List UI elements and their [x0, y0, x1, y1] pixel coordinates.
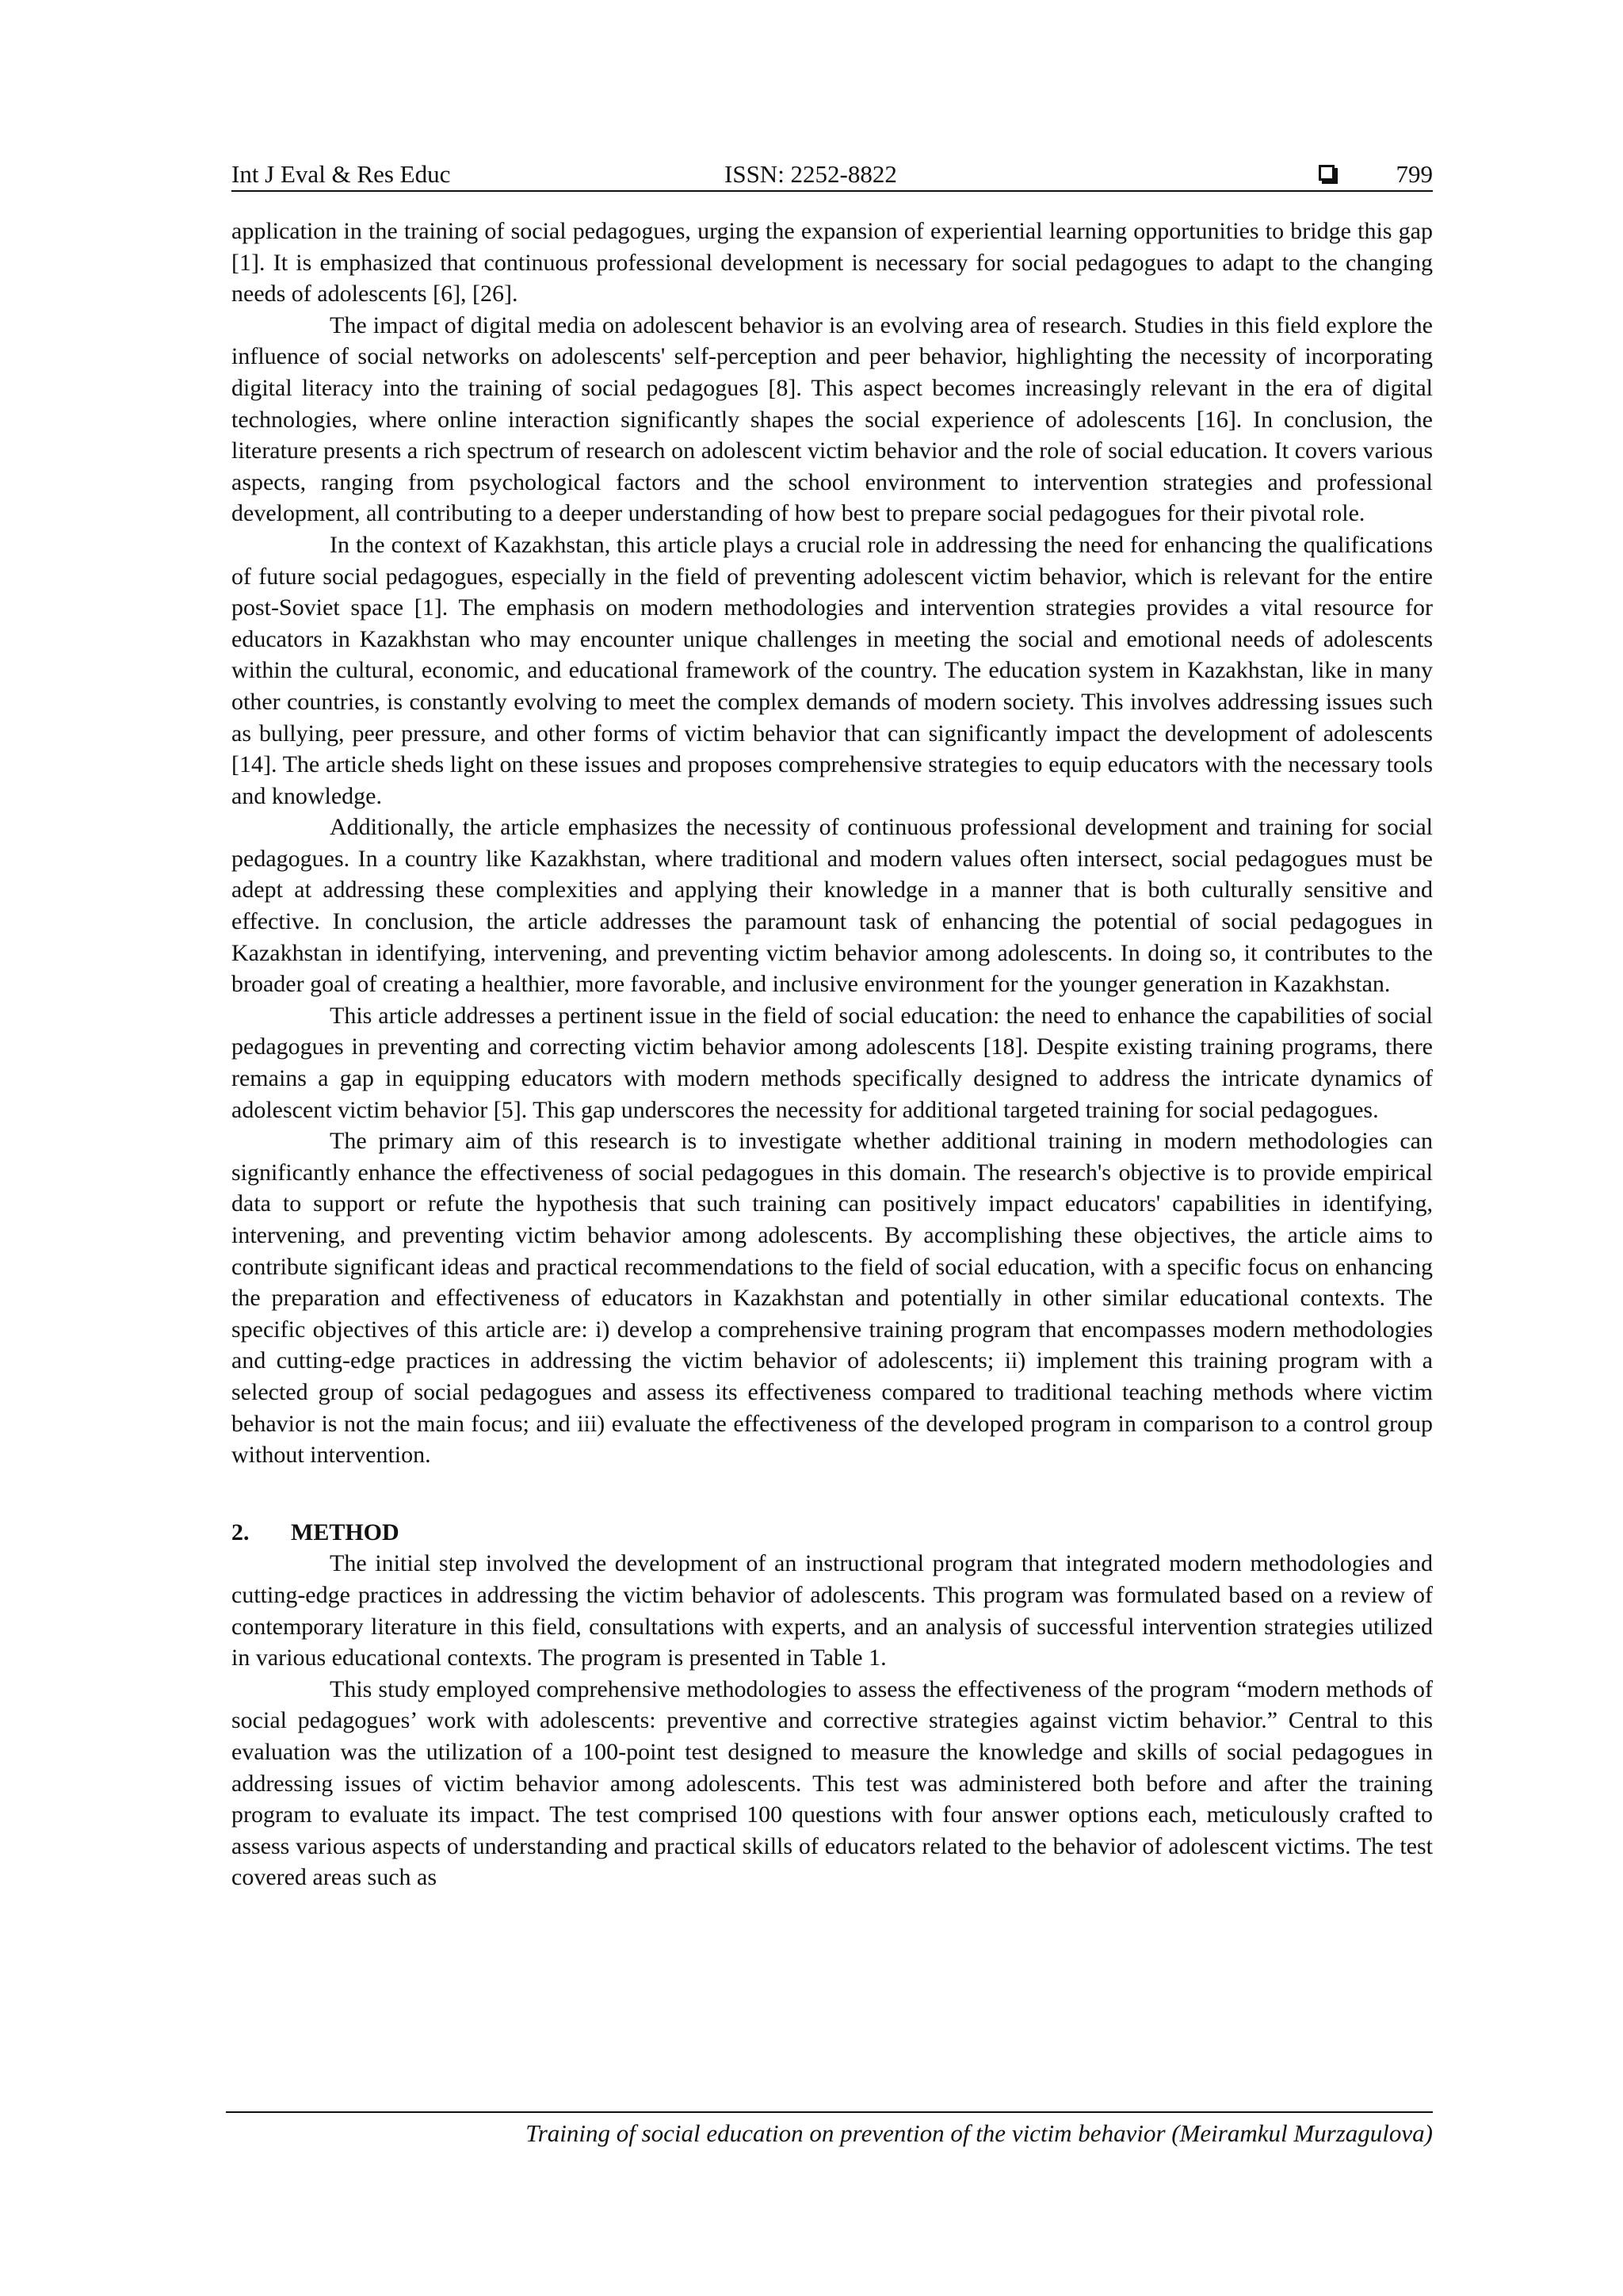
footer-rule [226, 2111, 1433, 2113]
paragraph-research-aim: The primary aim of this research is to investigate whether additional training in modern methodologies can significantly enhance the effectiveness of social pedagogues in this domain. The research's objective is to provide empirical data to support or refute the hypothesis that such training can positively impact educators' capabilities in identifying, intervening, and preventing victim behavior among adolescents. By accomplishing these objectives, the article aims to contribute significant ideas and practical recommendations to the field of social education, with a specific focus on enhancing the preparation and effectiveness of educators in Kazakhstan and potentially in other similar educational contexts. The specific objectives of this article are: i) develop a comprehensive training program that encompasses modern methodologies and cutting-edge practices in addressing the victim behavior of adolescents; ii) implement this training program with a selected group of social pedagogues and assess its effectiveness compared to traditional teaching methods where victim behavior is not the main focus; and iii) evaluate the effectiveness of the developed program in comparison to a control group without intervention. [231, 1128, 1433, 1469]
paragraph-kazakhstan-context: In the context of Kazakhstan, this article plays a crucial role in addressing the need for enhancing the qualifications of future social pedagogues, especially in the field of preventing adolescent victim behavior, which is relevant for the entire post-Soviet space [1]. The emphasis on modern methodologies and intervention strategies provides a vital resource for educators in Kazakhstan who may encounter unique challenges in meeting the social and emotional needs of adolescents within the cultural, economic, and educational framework of the country. The education system in Kazakhstan, like in many other countries, is constantly evolving to meet the complex demands of modern society. This involves addressing issues such as bullying, peer pressure, and other forms of victim behavior that can significantly impact the development of adolescents [14]. The article sheds light on these issues and proposes comprehensive strategies to equip educators with the necessary tools and knowledge. [231, 531, 1433, 809]
issn-label: ISSN: 2252-8822 [724, 160, 897, 188]
checkbox-square-icon [1319, 165, 1335, 181]
section-number: 2. [231, 1519, 250, 1545]
section-title: METHOD [291, 1519, 399, 1545]
paragraph-pertinent-issue: This article addresses a pertinent issue in the field of social education: the need to enhance the capabilities of social pedagogues in preventing and correcting victim behavior among adolescents [18]. Despite existing training programs, there remains a gap in equipping educators with modern methods specifically designed to address the intricate dynamics of adolescent victim behavior [5]. This gap underscores the necessity for additional targeted training for social pedagogues. [231, 1002, 1433, 1123]
header-rule [231, 190, 1433, 192]
paragraph-method-initial-step: The initial step involved the development of an instructional program that integrated modern methodologies and cutting-edge practices in addressing the victim behavior of adolescents. This program was formulated based on a review of contemporary literature in this field, consultations with experts, and an analysis of successful intervention strategies utilized in various educational contexts. The program is presented in Table 1. [231, 1550, 1433, 1671]
journal-name: Int J Eval & Res Educ [231, 160, 451, 188]
article-body [231, 216, 1433, 1893]
running-footer: Training of social education on prevention of the victim behavior (Meiramkul Murzagulova) [525, 2119, 1433, 2147]
page-number: 799 [1396, 160, 1433, 188]
page-header [231, 155, 1433, 193]
section-heading-method [231, 1517, 1433, 1549]
paragraph-professional-development: Additionally, the article emphasizes the necessity of continuous professional development and training for social pedagogues. In a country like Kazakhstan, where traditional and modern values often intersect, social pedagogues must be adept at addressing these complexities and applying their knowledge in a manner that is both culturally sensitive and effective. In conclusion, the article addresses the paramount task of enhancing the potential of social pedagogues in Kazakhstan in identifying, intervening, and preventing victim behavior among adolescents. In doing so, it contributes to the broader goal of creating a healthier, more favorable, and inclusive environment for the younger generation in Kazakhstan. [231, 814, 1433, 998]
paragraph-digital-media: The impact of digital media on adolescent behavior is an evolving area of research. Studies in this field explore the influence of social networks on adolescents' self-perception and peer behavior, highlighting the necessity of incorporating digital literacy into the training of social pedagogues [8]. This aspect becomes increasingly relevant in the era of digital technologies, where online interaction significantly shapes the social experience of adolescents [16]. In conclusion, the literature presents a rich spectrum of research on adolescent victim behavior and the role of social education. It covers various aspects, ranging from psychological factors and the school environment to intervention strategies and professional development, all contributing to a deeper understanding of how best to prepare social pedagogues for their pivotal role. [231, 311, 1433, 527]
paragraph-continuation: application in the training of social pedagogues, urging the expansion of experiential learning opportunities to bridge this gap [1]. It is emphasized that continuous professional development is necessary for social pedagogues to adapt to the changing needs of adolescents [6], [26]. [231, 218, 1433, 308]
paragraph-method-evaluation: This study employed comprehensive methodologies to assess the effectiveness of the program “modern methods of social pedagogues’ work with adolescents: preventive and corrective strategies against victim behavior.” Central to this evaluation was the utilization of a 100-point test designed to measure the knowledge and skills of social pedagogues in addressing issues of victim behavior among adolescents. This test was administered both before and after the training program to evaluate its impact. The test comprised 100 questions with four answer options each, meticulously crafted to assess various aspects of understanding and practical skills of educators related to the behavior of adolescent victims. The test covered areas such as [231, 1675, 1433, 1891]
